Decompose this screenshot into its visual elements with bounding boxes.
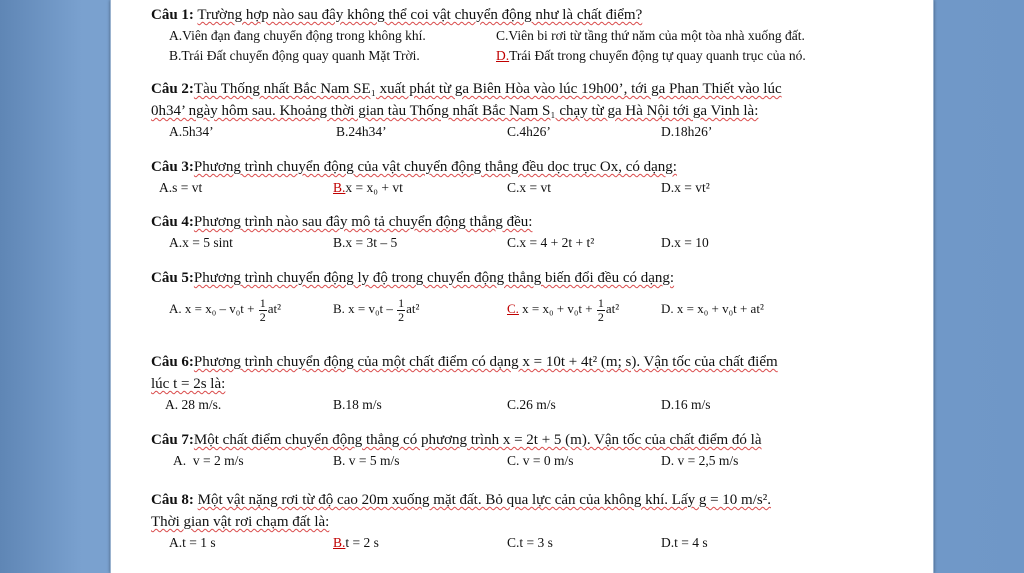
option-a[interactable]: A.x = 5 sint: [169, 235, 233, 250]
document-page: [110, 0, 934, 573]
option-d[interactable]: D.x = vt²: [661, 180, 710, 195]
question-text-continued: Thời gian vật rơi chạm đất là:: [151, 514, 330, 530]
option-b[interactable]: B.x = x₀ + vt: [333, 180, 403, 195]
options-row: [151, 233, 886, 253]
question-text: Tàu Thống nhất Bắc Nam SE₁ xuất phát từ ga Biên Hòa vào lúc 19h00’, tới ga Phan Thiết vào lúc: [193, 81, 782, 97]
option-c[interactable]: C. x = x₀ + v₀t + $\frac{1}{2}$ at²: [507, 295, 620, 324]
option-d[interactable]: D.18h26’: [661, 124, 713, 139]
question-label: Câu 7:: [151, 432, 194, 448]
option-a[interactable]: A. v = 2 m/s: [173, 453, 244, 468]
question-8: [151, 489, 886, 553]
question-label: Câu 6:: [151, 354, 194, 370]
fraction: $\frac{1}{2}$: [597, 295, 604, 324]
question-title: [151, 351, 886, 373]
question-title: [151, 156, 886, 178]
option-c[interactable]: C. v = 0 m/s: [507, 453, 574, 468]
question-label: Câu 8:: [151, 492, 194, 508]
option-a[interactable]: A.Viên đạn đang chuyển động trong không khí.: [169, 28, 426, 43]
option-d[interactable]: D.t = 4 s: [661, 535, 708, 550]
question-label: Câu 2:: [151, 81, 194, 97]
option-b[interactable]: B.x = 3t – 5: [333, 235, 398, 250]
option-d[interactable]: D. v = 2,5 m/s: [661, 453, 739, 468]
question-2: [151, 78, 886, 142]
option-a[interactable]: A.s = vt: [159, 180, 203, 195]
question-label: Câu 3:: [151, 159, 194, 175]
option-c[interactable]: C.x = 4 + 2t + t²: [507, 235, 595, 250]
question-6: [151, 351, 886, 415]
options-row: [151, 122, 886, 142]
option-c[interactable]: C.Viên bi rơi từ tầng thứ năm của một tòa nhà xuống đất.: [496, 28, 805, 43]
option-a[interactable]: A. 28 m/s.: [165, 397, 222, 412]
question-label: Câu 1:: [151, 7, 194, 23]
question-label: Câu 5:: [151, 270, 194, 286]
option-d[interactable]: D.Trái Đất trong chuyển động tự quay quanh trục của nó.: [496, 48, 806, 63]
option-b[interactable]: B.t = 2 s: [333, 535, 379, 550]
question-text-continued: lúc t = 2s là:: [151, 376, 226, 392]
options-row: [151, 451, 886, 471]
options-row-1: [151, 26, 886, 46]
question-text: Phương trình chuyển động ly độ trong chuyển động thẳng biến đổi đều có dạng:: [193, 270, 675, 286]
question-text: Phương trình chuyển động của vật chuyển động thẳng đều dọc trục Ox, có dạng:: [193, 159, 677, 175]
option-c[interactable]: C.t = 3 s: [507, 535, 553, 550]
option-c[interactable]: C.x = vt: [507, 180, 552, 195]
question-5: [151, 267, 886, 329]
option-c[interactable]: C.26 m/s: [507, 397, 556, 412]
fraction: $\frac{1}{2}$: [259, 295, 266, 324]
question-text: Một chất điểm chuyển động thẳng có phương trình x = 2t + 5 (m). Vận tốc của chất điểm đó là: [193, 432, 762, 448]
question-text: Phương trình nào sau đây mô tả chuyển động thẳng đều:: [193, 214, 533, 230]
options-row: [151, 533, 886, 553]
question-text: Trường hợp nào sau đây không thể coi vật chuyển động như là chất điểm?: [197, 7, 643, 23]
option-b[interactable]: B. v = 5 m/s: [333, 453, 400, 468]
option-b[interactable]: B.18 m/s: [333, 397, 382, 412]
option-a[interactable]: A.t = 1 s: [169, 535, 216, 550]
option-d[interactable]: D. x = x₀ + v₀t + at²: [661, 301, 764, 316]
question-title: [151, 211, 886, 233]
option-b[interactable]: B. x = v₀t – $\frac{1}{2}$ at²: [333, 295, 420, 324]
question-text: Phương trình chuyển động của một chất điểm có dạng x = 10t + 4t² (m; s). Vận tốc của chất điểm: [193, 354, 778, 370]
question-7: [151, 429, 886, 471]
fraction: $\frac{1}{2}$: [398, 295, 405, 324]
option-c[interactable]: C.4h26’: [507, 124, 551, 139]
question-title: [151, 489, 886, 511]
question-label: Câu 4:: [151, 214, 194, 230]
options-row: [151, 178, 886, 198]
question-title: [151, 267, 886, 289]
question-4: [151, 211, 886, 253]
options-row-2: [151, 46, 886, 66]
question-title: [151, 429, 886, 451]
question-3: [151, 156, 886, 198]
option-b[interactable]: B.24h34’: [336, 124, 387, 139]
option-b[interactable]: B.Trái Đất chuyển động quay quanh Mặt Trời.: [169, 48, 420, 63]
question-text-continued: 0h34’ ngày hôm sau. Khoảng thời gian tàu Thống nhất Bắc Nam S₁ chạy từ ga Hà Nội tới ga Vinh là:: [151, 103, 759, 119]
options-row: [151, 395, 886, 415]
question-1: [151, 4, 886, 66]
question-title: [151, 4, 886, 26]
option-d[interactable]: D.x = 10: [661, 235, 709, 250]
option-a[interactable]: A.5h34’: [169, 124, 214, 139]
option-a[interactable]: A. x = x₀ – v₀t + $\frac{1}{2}$ at²: [169, 295, 282, 324]
option-d[interactable]: D.16 m/s: [661, 397, 711, 412]
question-text: Một vật nặng rơi từ độ cao 20m xuống mặt đất. Bỏ qua lực cản của không khí. Lấy g = 10 m/s².: [197, 492, 771, 508]
options-row: [151, 289, 886, 329]
question-title: [151, 78, 886, 100]
